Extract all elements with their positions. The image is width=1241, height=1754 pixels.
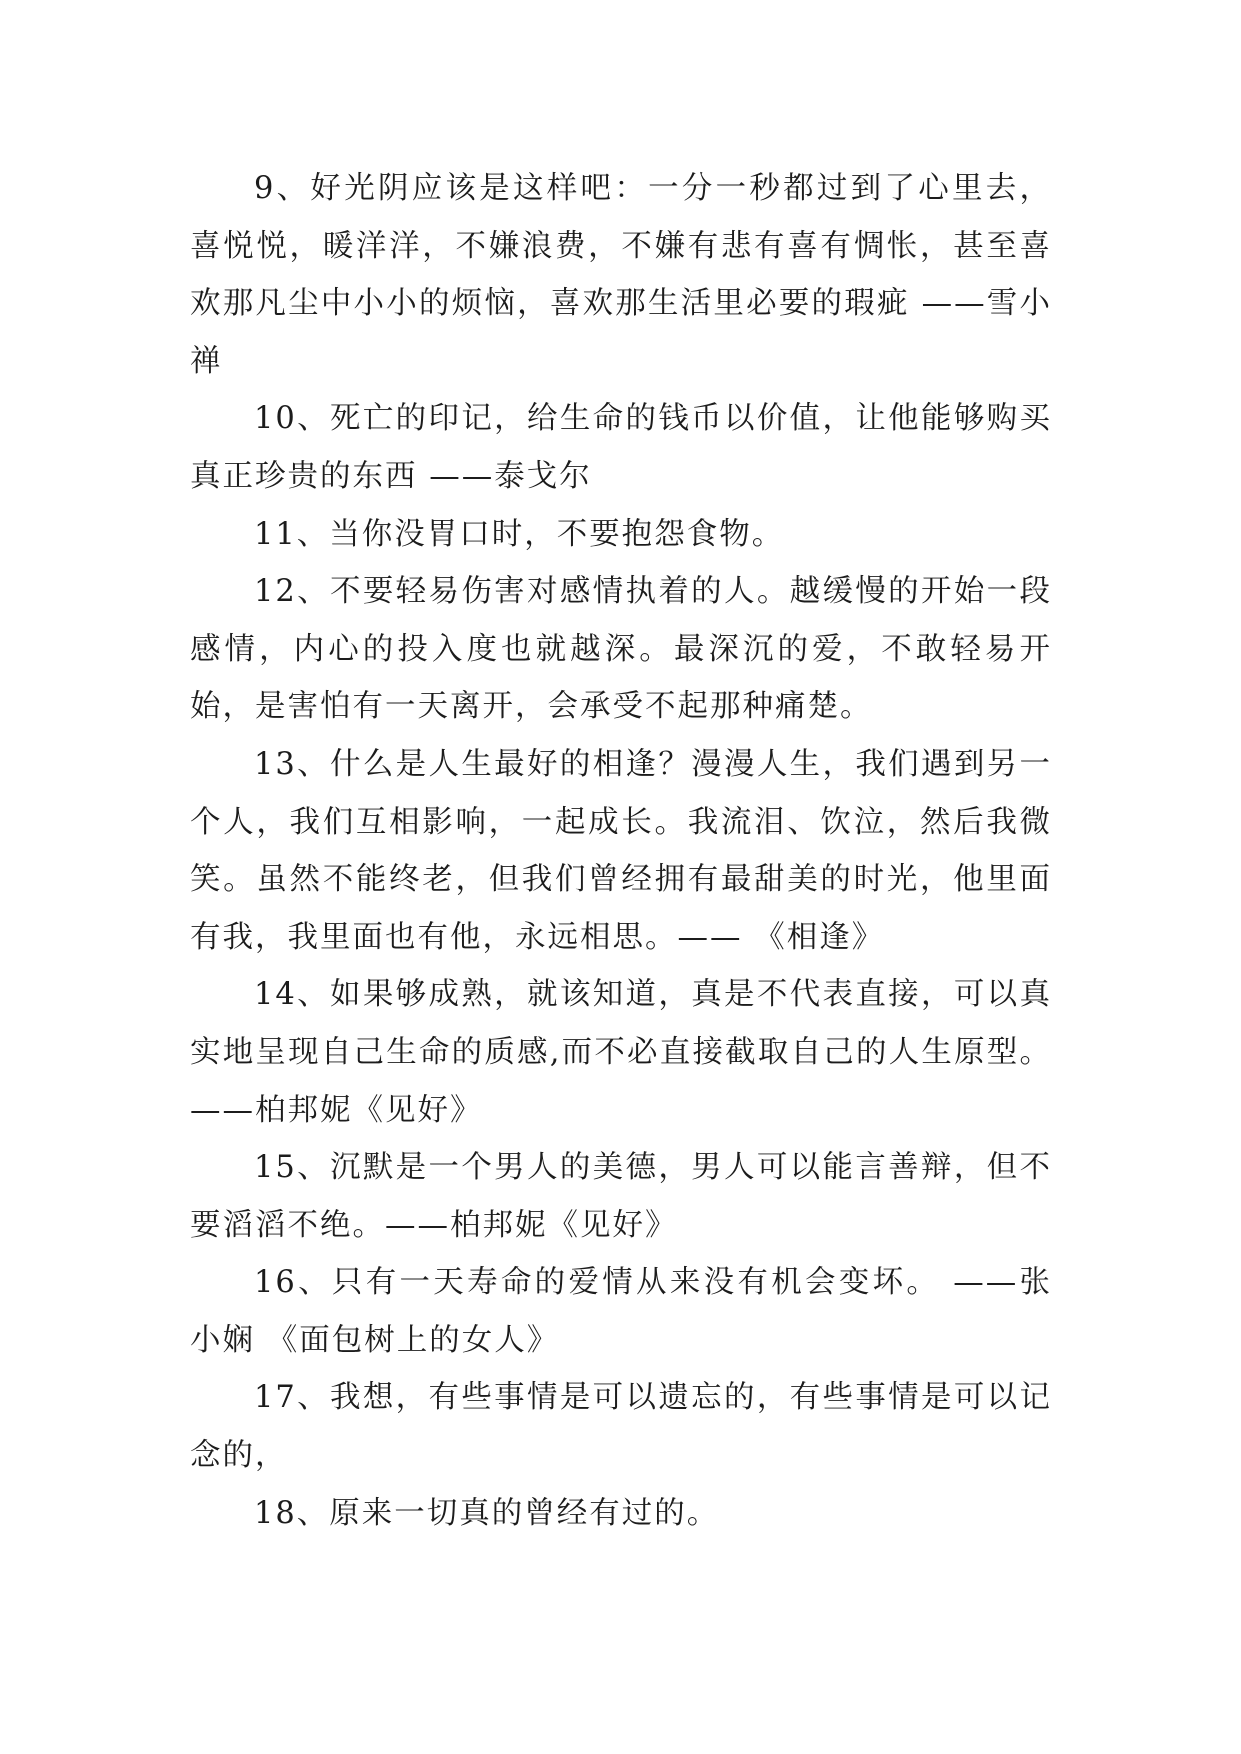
quote-paragraph-13: 13、什么是人生最好的相逢？漫漫人生，我们遇到另一个人，我们互相影响，一起成长。我流泪、饮泣，然后我微笑。虽然不能终老，但我们曾经拥有最甜美的时光，他里面有我，我里面也有他，永远相思。—— 《相逢》 [190,746,1052,955]
quote-paragraph-17: 17、我想，有些事情是可以遗忘的，有些事情是可以记念的， [190,1380,1052,1474]
quote-paragraph-15: 15、沉默是一个男人的美德，男人可以能言善辩，但不要滔滔不绝。——柏邦妮《见好》 [190,1150,1052,1243]
quote-paragraph-10: 10、死亡的印记，给生命的钱币以价值，让他能够购买真正珍贵的东西 ——泰戈尔 [190,401,1052,494]
quote-paragraph-11: 11、当你没胃口时，不要抱怨食物。 [254,516,785,552]
quote-paragraph-18: 18、原来一切真的曾经有过的。 [254,1495,720,1531]
document-body [190,160,1052,1542]
quote-paragraph-14: 14、如果够成熟，就该知道，真是不代表直接，可以真实地呈现自己生命的质感,而不必直接截取自己的人生原型。——柏邦妮《见好》 [190,977,1052,1128]
quote-paragraph-12: 12、不要轻易伤害对感情执着的人。越缓慢的开始一段感情，内心的投入度也就越深。最深沉的爱，不敢轻易开始，是害怕有一天离开，会承受不起那种痛楚。 [190,574,1052,725]
quote-paragraph-16: 16、只有一天寿命的爱情从来没有机会变坏。 ——张小娴 《面包树上的女人》 [190,1265,1052,1358]
quote-paragraph-9: 9、好光阴应该是这样吧：一分一秒都过到了心里去，喜悦悦，暖洋洋，不嫌浪费，不嫌有悲有喜有惆怅，甚至喜欢那凡尘中小小的烦恼，喜欢那生活里必要的瑕疵 ——雪小禅 [190,171,1052,379]
